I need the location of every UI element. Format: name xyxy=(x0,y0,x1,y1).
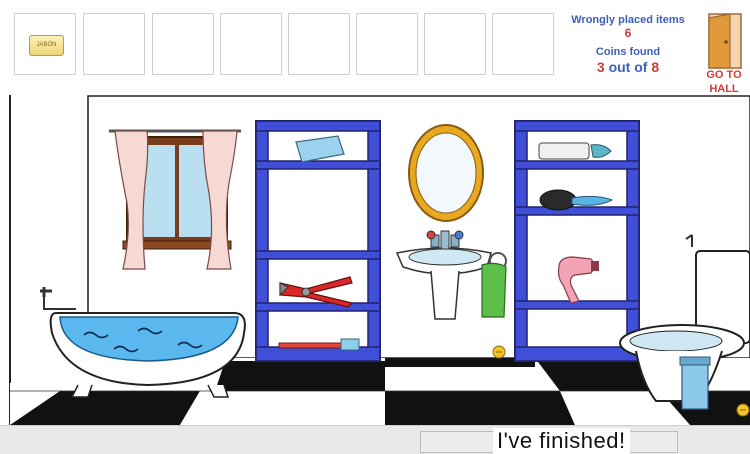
go-to-hall-button[interactable] xyxy=(700,12,748,102)
window-with-curtains[interactable] xyxy=(105,123,245,273)
coins-total: 8 xyxy=(651,59,660,75)
coins-counter xyxy=(560,59,696,75)
soap-item[interactable]: JABÓN xyxy=(29,35,64,56)
coins-found: 3 xyxy=(596,59,605,75)
coin-icon[interactable] xyxy=(492,345,506,359)
coins-label: Coins found xyxy=(595,46,661,58)
score-panel xyxy=(560,14,696,75)
bathtub[interactable] xyxy=(38,279,248,399)
coin-icon[interactable] xyxy=(736,403,750,417)
coins-out-of: out of xyxy=(608,59,648,75)
waste-bin[interactable] xyxy=(678,353,712,413)
inventory-slot[interactable] xyxy=(356,13,418,75)
go-to-hall-label: GO TO HALL xyxy=(706,69,742,95)
mirror[interactable] xyxy=(405,121,487,225)
finish-label: I've finished! xyxy=(493,428,630,454)
towel[interactable] xyxy=(476,251,510,323)
inventory-slot[interactable] xyxy=(288,13,350,75)
wrong-items-label: Wrongly placed items xyxy=(571,14,685,26)
hairbrush-item[interactable] xyxy=(536,186,616,216)
inventory-slot[interactable] xyxy=(220,13,282,75)
inventory-slot[interactable] xyxy=(152,13,214,75)
pliers-item[interactable] xyxy=(278,273,358,309)
sponge-item[interactable] xyxy=(294,134,348,164)
inventory-slot[interactable] xyxy=(492,13,554,75)
hairdryer-item[interactable] xyxy=(555,255,601,305)
wrong-items-count: 6 xyxy=(624,26,632,40)
inventory-slot[interactable] xyxy=(83,13,145,75)
inventory-slot[interactable] xyxy=(424,13,486,75)
finish-button[interactable] xyxy=(420,428,678,453)
toothbrush-item[interactable] xyxy=(277,338,367,352)
inventory-slot[interactable] xyxy=(14,13,76,75)
door-icon xyxy=(700,12,748,72)
bathroom-scene xyxy=(0,93,750,425)
inventory-bar xyxy=(14,13,560,79)
toothpaste-item[interactable] xyxy=(535,139,615,163)
